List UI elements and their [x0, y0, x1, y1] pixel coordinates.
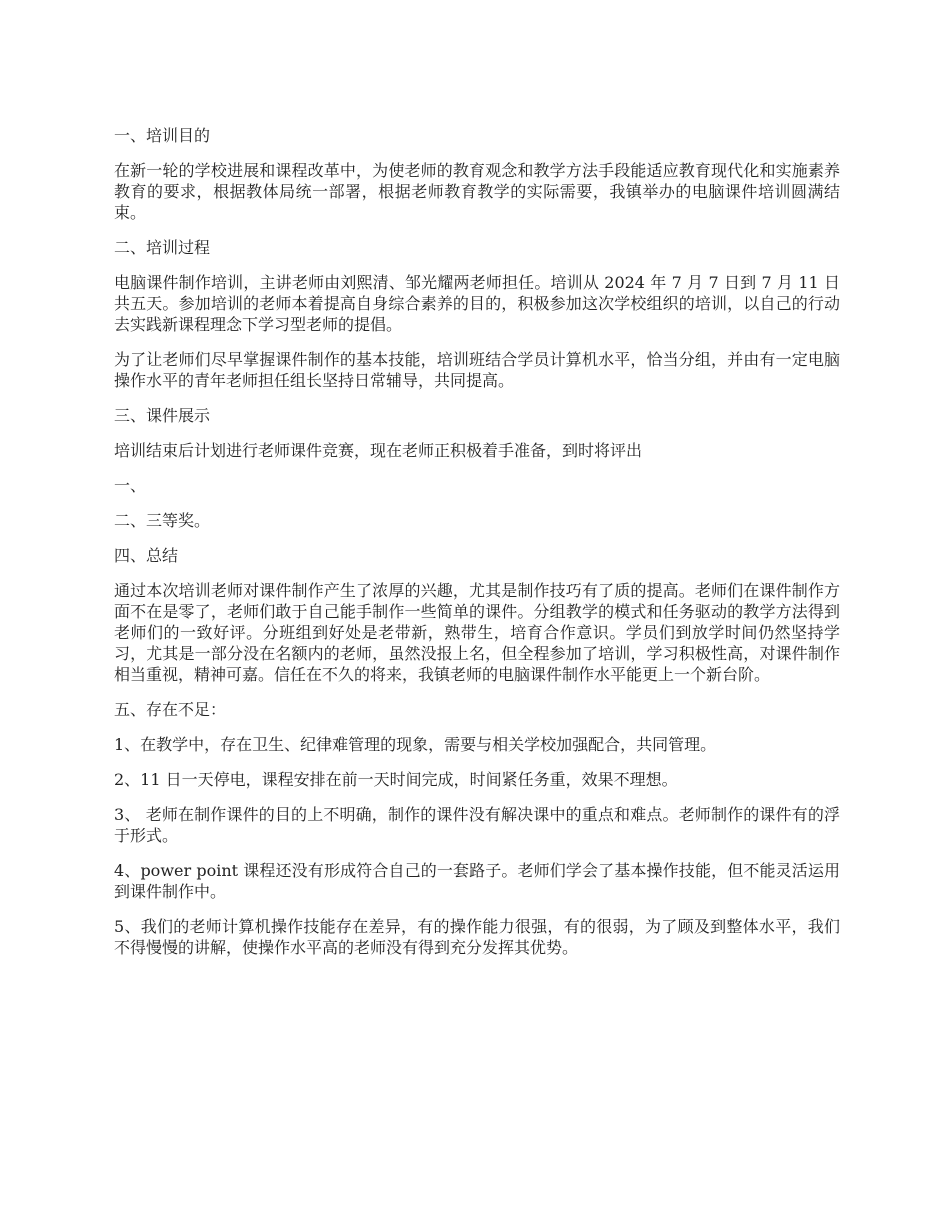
- heading-summary: 四、总结: [114, 546, 179, 565]
- heading-shortcomings: 五、存在不足：: [114, 700, 227, 719]
- paragraph-showcase: 培训结束后计划进行老师课件竞赛，现在老师正积极着手准备，到时将评出: [114, 441, 643, 460]
- heading-training-purpose: 一、培训目的: [114, 126, 211, 145]
- paragraph-purpose: 在新一轮的学校进展和课程改革中，为使老师的教育观念和教学方法手段能适应教育现代化和实施素养教育的要求，根据教体局统一部署，根据老师教育教学的实际需要，我镇举办的电脑课件培训圆满结束。: [114, 161, 840, 222]
- list-item-shortcoming-1: 1、在教学中，存在卫生、纪律难管理的现象，需要与相关学校加强配合，共同管理。: [114, 735, 717, 754]
- heading-training-process: 二、培训过程: [114, 238, 211, 257]
- list-item-shortcoming-5: 5、我们的老师计算机操作技能存在差异，有的操作能力很强，有的很弱，为了顾及到整体水平，我们不得慢慢的讲解，使操作水平高的老师没有得到充分发挥其优势。: [114, 917, 840, 957]
- list-item-shortcoming-2: 2、11 日一天停电，课程安排在前一天时间完成，时间紧任务重，效果不理想。: [114, 770, 678, 789]
- paragraph-award-2: 二、三等奖。: [114, 511, 211, 530]
- paragraph-process-2: 为了让老师们尽早掌握课件制作的基本技能，培训班结合学员计算机水平，恰当分组，并由有一定电脑操作水平的青年老师担任组长坚持日常辅导，共同提高。: [114, 350, 840, 390]
- document-body: [114, 125, 840, 972]
- heading-courseware-showcase: 三、课件展示: [114, 406, 211, 425]
- paragraph-award-1: 一、: [114, 476, 147, 495]
- list-item-shortcoming-3: 3、 老师在制作课件的目的上不明确，制作的课件没有解决课中的重点和难点。老师制作的课件有的浮于形式。: [114, 805, 840, 845]
- paragraph-process-1: 电脑课件制作培训，主讲老师由刘熙清、邹光耀两老师担任。培训从 2024 年 7 月 7 日到 7 月 11 日共五天。参加培训的老师本着提高自身综合素养的目的，积极参加这次学校组织的培训，以自己的行动去实践新课程理念下学习型老师的提倡。: [114, 273, 840, 334]
- paragraph-summary: 通过本次培训老师对课件制作产生了浓厚的兴趣，尤其是制作技巧有了质的提高。老师们在课件制作方面不在是零了，老师们敢于自己能手制作一些简单的课件。分组教学的模式和任务驱动的教学方法得到老师们的一致好评。分班组到好处是老带新，熟带生，培育合作意识。学员们到放学时间仍然坚持学习，尤其是一部分没在名额内的老师，虽然没报上名，但全程参加了培训，学习积极性高，对课件制作相当重视，精神可嘉。信任在不久的将来，我镇老师的电脑课件制作水平能更上一个新台阶。: [114, 581, 840, 684]
- list-item-shortcoming-4: 4、power point 课程还没有形成符合自己的一套路子。老师们学会了基本操作技能，但不能灵活运用到课件制作中。: [114, 861, 840, 901]
